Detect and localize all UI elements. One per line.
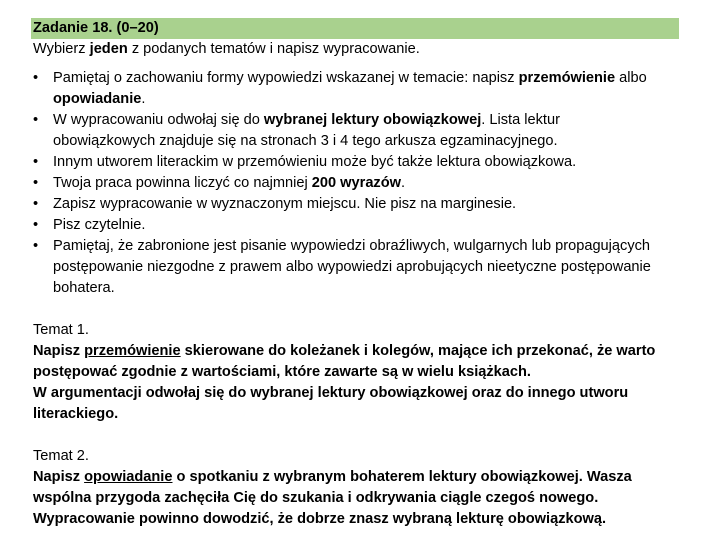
topic-2	[31, 446, 683, 530]
rule-item: • Innym utworem literackim w przemówieniu może być także lektura obowiązkowa.	[31, 152, 663, 173]
topic-1-extra: W argumentacji odwołaj się do wybranej lektury obowiązkowej oraz do innego utworu literackiego.	[33, 385, 629, 422]
rule-item: • Pamiętaj o zachowaniu formy wypowiedzi wskazanej w temacie: napisz przemówienie albo opowiadanie.	[31, 68, 663, 110]
rule-item: • Twoja praca powinna liczyć co najmniej 200 wyrazów.	[31, 173, 663, 194]
rule-item: • Zapisz wypracowanie w wyznaczonym miejscu. Nie pisz na marginesie.	[31, 194, 663, 215]
task-header: Zadanie 18. (0–20)	[31, 18, 679, 39]
rule-item: • Pamiętaj, że zabronione jest pisanie wypowiedzi obraźliwych, wulgarnych lub propagujących postępowanie niezgodne z prawem albo wypowiedzi aprobujących nieetyczne postępowanie bohatera.	[31, 236, 663, 299]
topic-1	[31, 320, 683, 425]
rule-item: • Pisz czytelnie.	[31, 215, 663, 236]
rule-item: • W wypracowaniu odwołaj się do wybranej lektury obowiązkowej. Lista lektur obowiązkowych znajduje się na stronach 3 i 4 tego arkusza egzaminacyjnego.	[31, 110, 663, 152]
topic-2-body: Napisz opowiadanie o spotkaniu z wybranym bohaterem lektury obowiązkowej. Wasza wspólna przygoda zachęciła Cię do szukania i odkrywania ciągle czegoś nowego. Wypracowanie powinno dowodzić, że dobrze znasz wybraną lekturę obowiązkową.	[33, 469, 632, 527]
rules-list	[31, 68, 680, 299]
topic-1-body: Napisz przemówienie skierowane do koleżanek i kolegów, mające ich przekonać, że warto postępować zgodnie z wartościami, które zawarte są w wielu książkach.	[33, 343, 656, 380]
topic-1-title: Temat 1.	[33, 322, 89, 338]
task-instruction: Wybierz jeden z podanych tematów i napisz wypracowanie.	[33, 41, 420, 57]
topic-2-title: Temat 2.	[33, 448, 89, 464]
